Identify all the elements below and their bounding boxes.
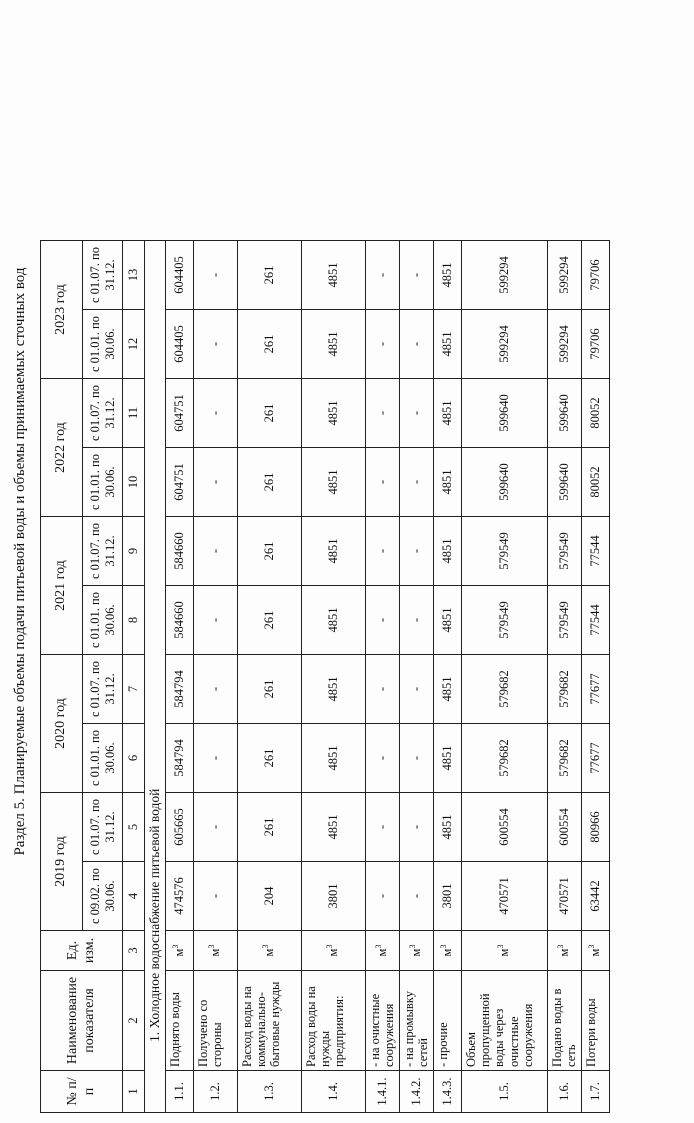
row-name: Поднято воды <box>165 971 193 1071</box>
header-period: с 01.01. по 30.06. <box>83 724 123 793</box>
unit-symbol: м <box>409 948 424 957</box>
unit-symbol: м <box>588 948 603 957</box>
unit-power: 3 <box>408 944 418 949</box>
row-name: Получено со стороны <box>193 971 237 1071</box>
value-cell: 80052 <box>581 379 609 448</box>
value-cell: - <box>193 586 237 655</box>
column-number: 7 <box>123 655 145 724</box>
value-cell: - <box>193 724 237 793</box>
value-cell: 579549 <box>461 586 547 655</box>
row-number: 1.4. <box>301 1071 365 1113</box>
value-cell: 261 <box>237 310 301 379</box>
header-num: № п/п <box>41 1071 123 1113</box>
value-cell: - <box>365 862 399 931</box>
column-number: 5 <box>123 793 145 862</box>
header-year-2019: 2019 год <box>41 793 83 931</box>
unit-power: 3 <box>171 944 181 949</box>
row-name: - на очистные сооружения <box>365 971 399 1071</box>
value-cell: 579549 <box>461 517 547 586</box>
unit-symbol: м <box>208 948 223 957</box>
value-cell: 4851 <box>433 310 461 379</box>
unit-power: 3 <box>261 944 271 949</box>
header-year-2023: 2023 год <box>41 241 83 379</box>
value-cell: 261 <box>237 655 301 724</box>
value-cell: 604751 <box>165 448 193 517</box>
unit-symbol: м <box>440 948 455 957</box>
unit-symbol: м <box>262 948 277 957</box>
value-cell: - <box>399 241 433 310</box>
table-row <box>301 241 365 1113</box>
header-period: с 01.01. по 30.06. <box>83 586 123 655</box>
value-cell: 470571 <box>461 862 547 931</box>
column-number: 12 <box>123 310 145 379</box>
value-cell: - <box>193 862 237 931</box>
column-number: 6 <box>123 724 145 793</box>
header-column-numbers-row <box>123 241 145 1113</box>
row-unit <box>461 931 547 971</box>
value-cell: 261 <box>237 448 301 517</box>
row-unit <box>365 931 399 971</box>
header-period: с 01.07. по 31.12. <box>83 379 123 448</box>
row-name: Расход воды на коммунально-бытовые нужды <box>237 971 301 1071</box>
column-number: 9 <box>123 517 145 586</box>
value-cell: 470571 <box>547 862 581 931</box>
unit-symbol: м <box>497 948 512 957</box>
value-cell: 4851 <box>301 241 365 310</box>
header-period: с 01.07. по 31.12. <box>83 793 123 862</box>
value-cell: 4851 <box>301 586 365 655</box>
value-cell: 261 <box>237 793 301 862</box>
row-unit <box>547 931 581 971</box>
value-cell: 77677 <box>581 655 609 724</box>
value-cell: - <box>399 793 433 862</box>
unit-power: 3 <box>325 944 335 949</box>
value-cell: 604405 <box>165 241 193 310</box>
row-unit <box>433 931 461 971</box>
unit-symbol: м <box>375 948 390 957</box>
value-cell: 599294 <box>461 310 547 379</box>
value-cell: 599640 <box>547 379 581 448</box>
value-cell: - <box>399 655 433 724</box>
header-year-2022: 2022 год <box>41 379 83 517</box>
value-cell: 599294 <box>547 241 581 310</box>
header-period: с 01.07. по 31.12. <box>83 241 123 310</box>
row-number: 1.5. <box>461 1071 547 1113</box>
column-number: 8 <box>123 586 145 655</box>
row-number: 1.7. <box>581 1071 609 1113</box>
row-number: 1.3. <box>237 1071 301 1113</box>
value-cell: - <box>365 517 399 586</box>
unit-power: 3 <box>374 944 384 949</box>
header-year-2021: 2021 год <box>41 517 83 655</box>
row-name: - на промывку сетей <box>399 971 433 1071</box>
row-number: 1.2. <box>193 1071 237 1113</box>
value-cell: 599640 <box>461 379 547 448</box>
value-cell: 77677 <box>581 724 609 793</box>
value-cell: - <box>193 241 237 310</box>
column-number: 13 <box>123 241 145 310</box>
header-year-2020: 2020 год <box>41 655 83 793</box>
table-row <box>399 241 433 1113</box>
value-cell: 63442 <box>581 862 609 931</box>
value-cell: - <box>399 586 433 655</box>
header-period: с 01.07. по 31.12. <box>83 655 123 724</box>
row-name: Подано воды в сеть <box>547 971 581 1071</box>
row-unit <box>193 931 237 971</box>
table-row <box>581 241 609 1113</box>
value-cell: 79706 <box>581 241 609 310</box>
table-row <box>193 241 237 1113</box>
unit-symbol: м <box>557 948 572 957</box>
value-cell: - <box>365 793 399 862</box>
value-cell: 4851 <box>433 793 461 862</box>
column-number: 10 <box>123 448 145 517</box>
value-cell: 4851 <box>433 379 461 448</box>
value-cell: - <box>365 448 399 517</box>
value-cell: 4851 <box>433 724 461 793</box>
value-cell: 599294 <box>547 310 581 379</box>
page-title: Раздел 5. Планируемые объемы подачи питьевой воды и объемы принимаемых сточных вод <box>12 267 28 856</box>
section-title: 1. Холодное водоснабжение питьевой водой <box>145 241 166 1113</box>
value-cell: 584794 <box>165 724 193 793</box>
value-cell: 4851 <box>433 517 461 586</box>
value-cell: 4851 <box>301 655 365 724</box>
unit-power: 3 <box>496 944 506 949</box>
value-cell: 599640 <box>461 448 547 517</box>
value-cell: 4851 <box>301 310 365 379</box>
value-cell: 604405 <box>165 310 193 379</box>
table-row <box>461 241 547 1113</box>
row-number: 1.1. <box>165 1071 193 1113</box>
planned-volumes-table <box>40 240 610 1113</box>
value-cell: 4851 <box>301 724 365 793</box>
column-number: 4 <box>123 862 145 931</box>
value-cell: 604751 <box>165 379 193 448</box>
value-cell: - <box>399 310 433 379</box>
value-cell: 3801 <box>433 862 461 931</box>
value-cell: - <box>399 448 433 517</box>
value-cell: - <box>193 793 237 862</box>
value-cell: 605665 <box>165 793 193 862</box>
value-cell: 599294 <box>461 241 547 310</box>
value-cell: - <box>193 655 237 724</box>
header-name: Наименование показателя <box>41 971 123 1071</box>
unit-power: 3 <box>207 944 217 949</box>
value-cell: 80052 <box>581 448 609 517</box>
value-cell: 579682 <box>461 655 547 724</box>
header-period: с 09.02. по 30.06. <box>83 862 123 931</box>
value-cell: 579549 <box>547 586 581 655</box>
unit-symbol: м <box>172 948 187 957</box>
value-cell: - <box>193 517 237 586</box>
row-number: 1.6. <box>547 1071 581 1113</box>
table-row <box>547 241 581 1113</box>
value-cell: 4851 <box>433 586 461 655</box>
value-cell: 261 <box>237 724 301 793</box>
value-cell: 4851 <box>433 448 461 517</box>
row-name: Объем пропущенной воды через очистные сооружения <box>461 971 547 1071</box>
value-cell: 261 <box>237 379 301 448</box>
value-cell: - <box>365 310 399 379</box>
value-cell: - <box>399 862 433 931</box>
value-cell: - <box>365 724 399 793</box>
value-cell: 80966 <box>581 793 609 862</box>
value-cell: - <box>399 724 433 793</box>
value-cell: 4851 <box>433 241 461 310</box>
unit-symbol: м <box>326 948 341 957</box>
column-number: 11 <box>123 379 145 448</box>
row-unit <box>165 931 193 971</box>
value-cell: - <box>193 310 237 379</box>
header-period: с 01.01. по 30.06. <box>83 310 123 379</box>
value-cell: 261 <box>237 517 301 586</box>
table-row <box>433 241 461 1113</box>
value-cell: 204 <box>237 862 301 931</box>
value-cell: 261 <box>237 586 301 655</box>
value-cell: 584660 <box>165 517 193 586</box>
value-cell: 474576 <box>165 862 193 931</box>
value-cell: 4851 <box>301 793 365 862</box>
row-unit <box>237 931 301 971</box>
header-period: с 01.07. по 31.12. <box>83 517 123 586</box>
row-number: 1.4.1. <box>365 1071 399 1113</box>
table-row <box>165 241 193 1113</box>
row-number: 1.4.2. <box>399 1071 433 1113</box>
value-cell: - <box>365 379 399 448</box>
value-cell: - <box>365 586 399 655</box>
value-cell: 4851 <box>301 517 365 586</box>
value-cell: - <box>365 241 399 310</box>
value-cell: 3801 <box>301 862 365 931</box>
value-cell: 584794 <box>165 655 193 724</box>
row-unit <box>301 931 365 971</box>
unit-power: 3 <box>439 944 449 949</box>
row-number: 1.4.3. <box>433 1071 461 1113</box>
row-unit <box>581 931 609 971</box>
table-row <box>365 241 399 1113</box>
column-number: 3 <box>123 931 145 971</box>
value-cell: 600554 <box>547 793 581 862</box>
value-cell: - <box>193 379 237 448</box>
header-unit: Ед. изм. <box>41 931 123 971</box>
value-cell: - <box>193 448 237 517</box>
value-cell: 599640 <box>547 448 581 517</box>
row-name: - прочие <box>433 971 461 1071</box>
unit-power: 3 <box>556 944 566 949</box>
value-cell: 600554 <box>461 793 547 862</box>
value-cell: 579682 <box>547 655 581 724</box>
unit-power: 3 <box>587 944 597 949</box>
value-cell: 77544 <box>581 586 609 655</box>
value-cell: 579682 <box>547 724 581 793</box>
value-cell: - <box>365 655 399 724</box>
value-cell: 4851 <box>301 448 365 517</box>
column-number: 1 <box>123 1071 145 1113</box>
row-name: Расход воды на нужды предприятия: <box>301 971 365 1071</box>
value-cell: 579549 <box>547 517 581 586</box>
value-cell: 4851 <box>301 379 365 448</box>
column-number: 2 <box>123 971 145 1071</box>
value-cell: - <box>399 379 433 448</box>
table-row <box>237 241 301 1113</box>
value-cell: 261 <box>237 241 301 310</box>
header-period: с 01.01. по 30.06. <box>83 448 123 517</box>
row-unit <box>399 931 433 971</box>
value-cell: 579682 <box>461 724 547 793</box>
value-cell: 584660 <box>165 586 193 655</box>
value-cell: 77544 <box>581 517 609 586</box>
row-name: Потери воды <box>581 971 609 1071</box>
value-cell: 4851 <box>433 655 461 724</box>
value-cell: 79706 <box>581 310 609 379</box>
value-cell: - <box>399 517 433 586</box>
